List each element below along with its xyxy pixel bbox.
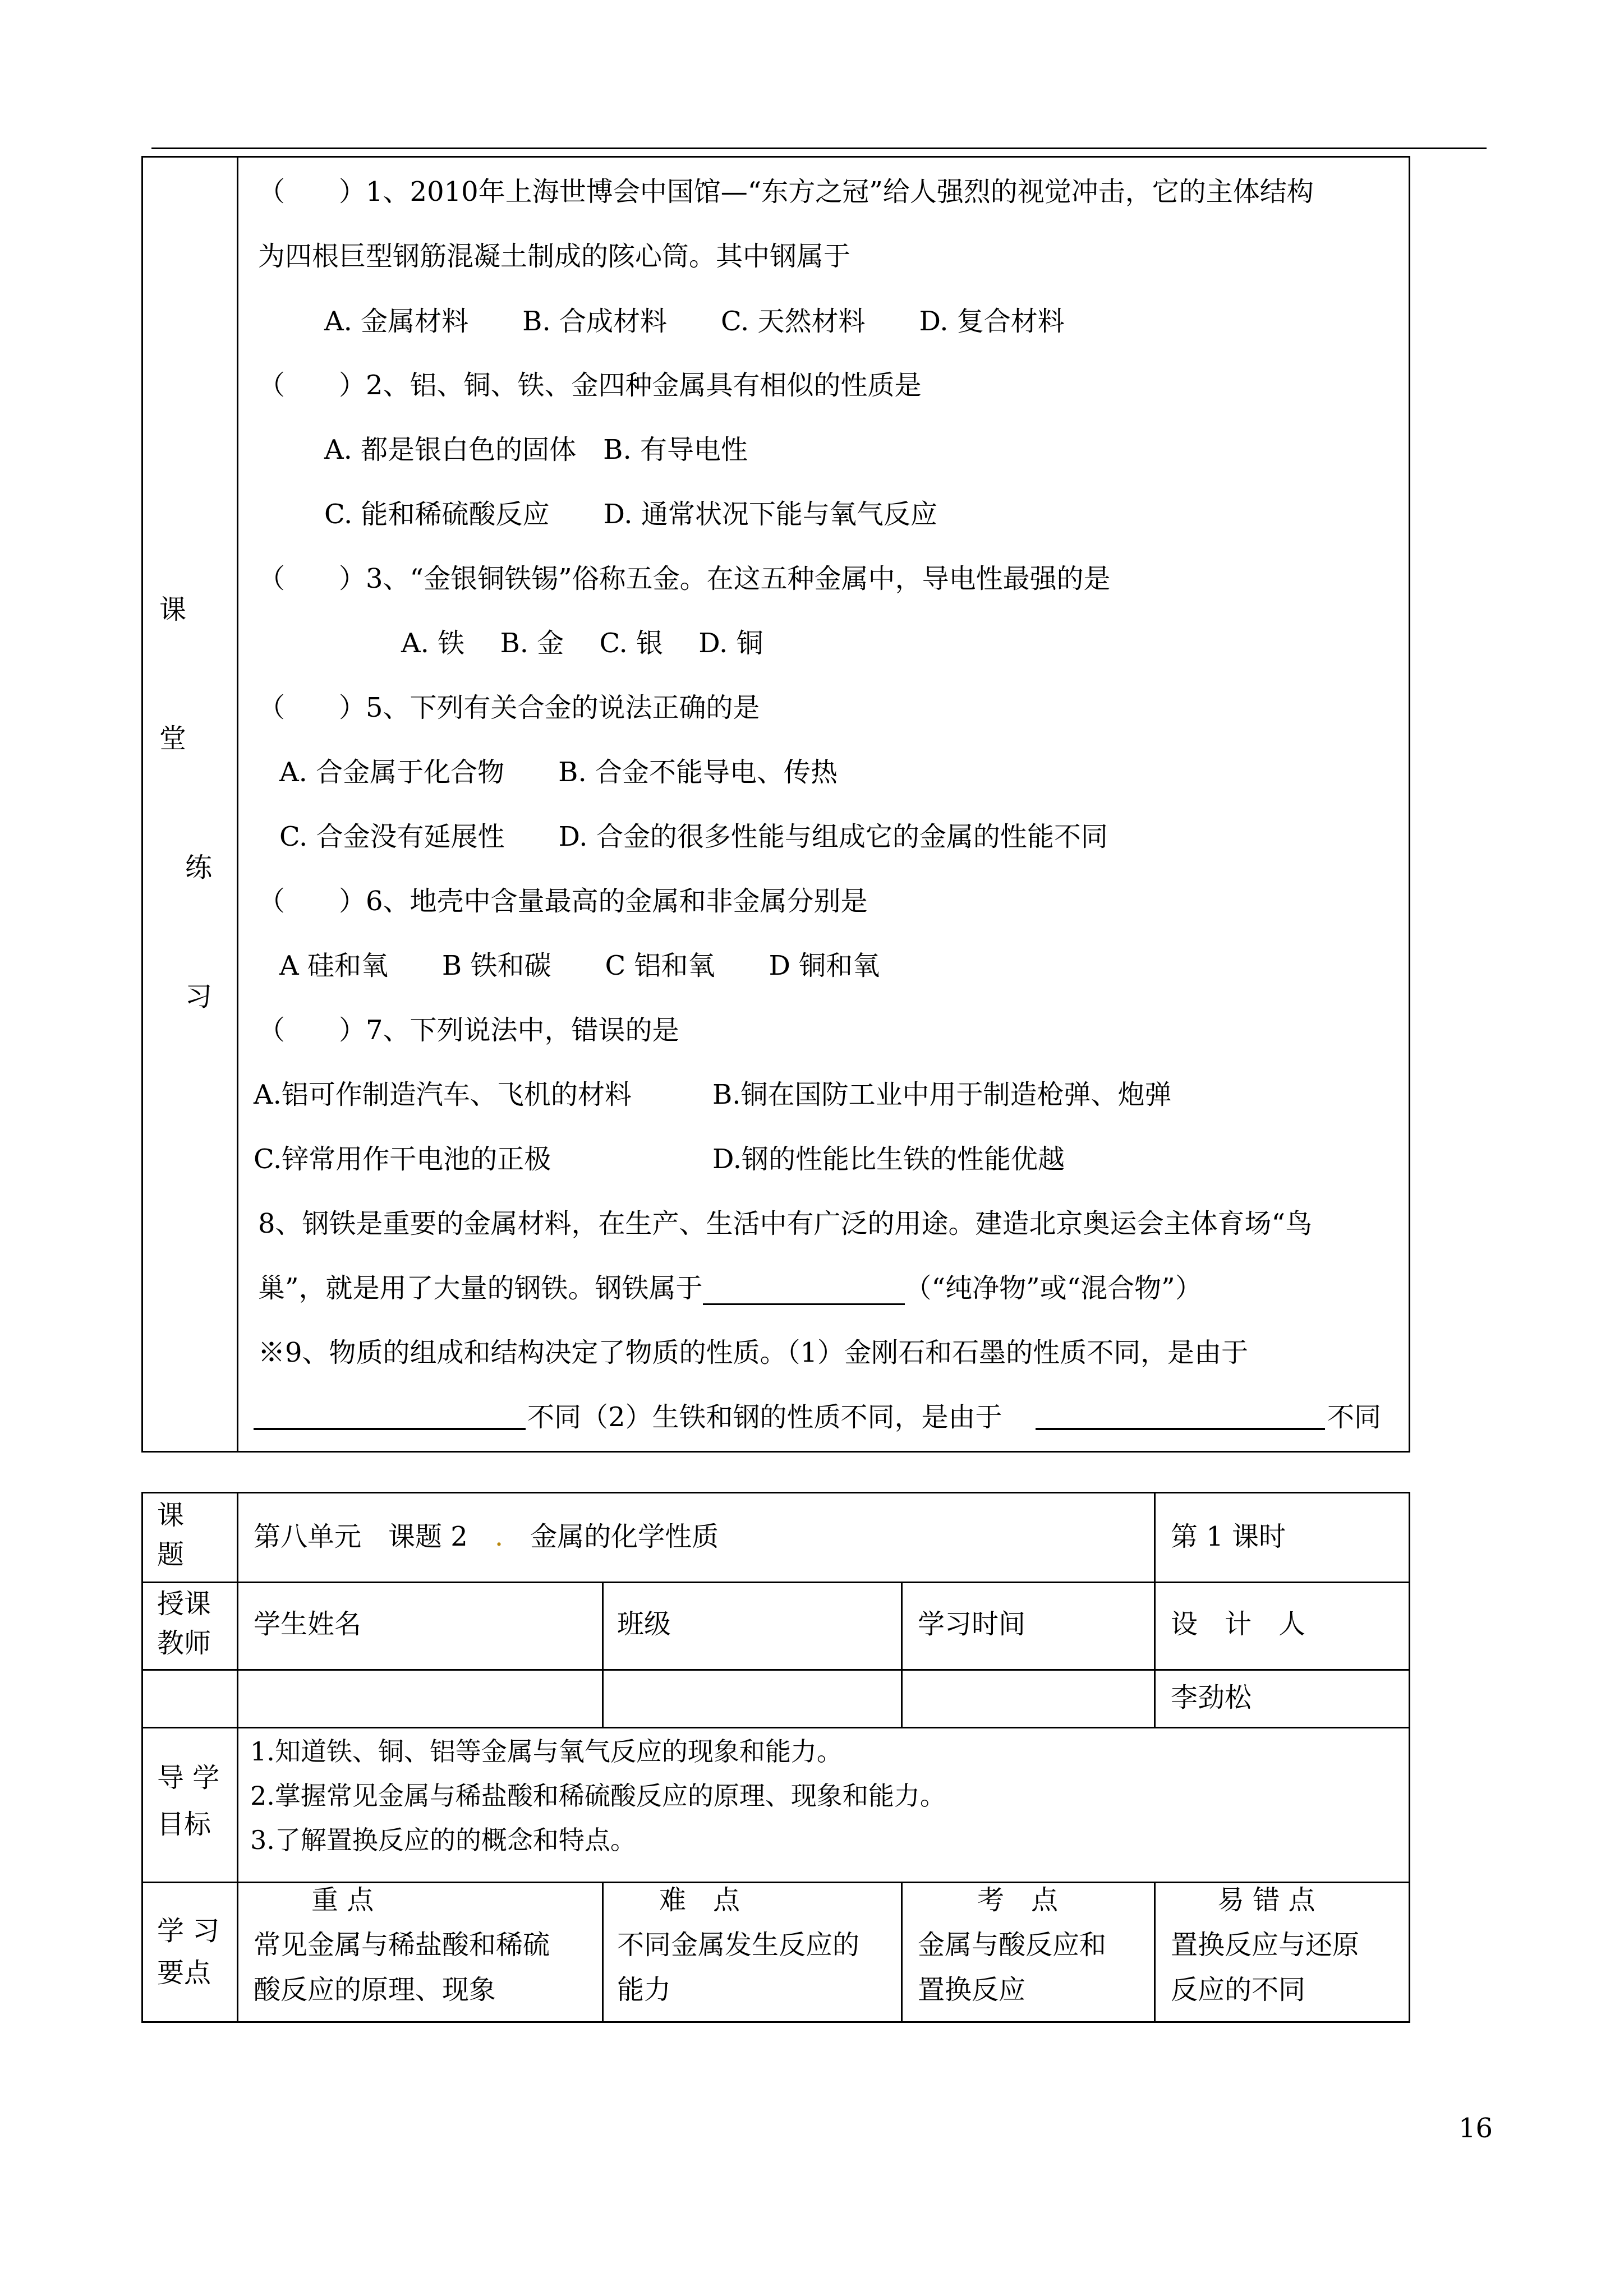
points-error-line-1: 置换反应与还原: [1171, 1929, 1360, 1961]
question-7-option-a: A.铝可作制造汽车、飞机的材料: [254, 1079, 632, 1110]
points-exam-line-1: 金属与酸反应和: [918, 1929, 1107, 1961]
points-difficult-line-1: 不同金属发生反应的: [617, 1929, 860, 1961]
question-5-line: （ ）5、下列有关合金的说法正确的是: [258, 692, 760, 723]
class-label: 班级: [617, 1608, 671, 1640]
student-name-label: 学生姓名: [254, 1608, 362, 1640]
practice-side-label-4: 习: [185, 981, 213, 1012]
question-8-line-2: [258, 1271, 1202, 1305]
question-9-middle-text: 不同（2）生铁和钢的性质不同，是由于: [527, 1401, 1002, 1433]
question-1-options: A. 金属材料 B. 合成材料 C. 天然材料 D. 复合材料: [324, 306, 1065, 337]
goal-3: 3.了解置换反应的的概念和特点。: [250, 1825, 636, 1855]
goal-2: 2.掌握常见金属与稀盐酸和稀硫酸反应的原理、现象和能力。: [250, 1781, 946, 1811]
teacher-label-2: 教师: [157, 1628, 211, 1659]
designer-name: 李劲松: [1171, 1682, 1252, 1713]
lesson-col-rule-2b: [602, 1882, 604, 2023]
goals-label-2: 目标: [157, 1809, 211, 1840]
practice-side-label-3: 练: [185, 852, 213, 883]
lesson-col-rule-3: [901, 1582, 903, 1727]
points-key-line-2: 酸反应的原理、现象: [254, 1974, 496, 2005]
points-key-line-1: 常见金属与稀盐酸和稀硫: [254, 1929, 550, 1961]
question-6-options: A 硅和氧 B 铁和碳 C 铝和氧 D 铜和氧: [279, 950, 880, 981]
question-5-options-ab: A. 合金属于化合物 B. 合金不能导电、传热: [279, 757, 838, 788]
question-3-options: A. 铁 B. 金 C. 银 D. 铜: [401, 628, 763, 659]
question-9-line-1: ※9、物质的组成和结构决定了物质的性质。（1）金刚石和石墨的性质不同，是由于: [258, 1337, 1249, 1368]
question-7-option-c: C.锌常用作干电池的正极: [254, 1144, 551, 1175]
teacher-label-1: 授课: [157, 1588, 211, 1620]
topic-label-2: 题: [157, 1539, 185, 1570]
points-label-1: 学 习: [157, 1915, 220, 1947]
question-3-line: （ ）3、“金银铜铁锡”俗称五金。在这五种金属中，导电性最强的是: [258, 563, 1111, 594]
question-1-line-1: （ ）1、2010年上海世博会中国馆—“东方之冠”给人强烈的视觉冲击，它的主体结构: [258, 176, 1314, 208]
practice-table: [141, 156, 1410, 1453]
points-difficult-line-2: 能力: [617, 1974, 671, 2005]
lesson-row-rule-3: [141, 1727, 1410, 1728]
practice-side-label-2: 堂: [159, 723, 187, 754]
topic-value: [254, 1520, 719, 1553]
question-9-answer-blank-1[interactable]: [254, 1428, 526, 1430]
lesson-col-rule-1: [237, 1492, 238, 2023]
page-number: 16: [1459, 2113, 1493, 2144]
question-7-option-b: B.铜在国防工业中用于制造枪弹、炮弹: [712, 1079, 1172, 1110]
question-8-text: 巢”，就是用了大量的钢铁。钢铁属于: [258, 1273, 703, 1304]
question-7-option-d: D.钢的性能比生铁的性能优越: [712, 1144, 1065, 1175]
topic-title: 金属的化学性质: [530, 1521, 719, 1552]
practice-side-label-1: 课: [159, 594, 187, 625]
lesson-row-rule-2: [141, 1669, 1410, 1671]
topic-unit: 第八单元 课题 2: [254, 1521, 468, 1552]
points-header-key: 重 点: [311, 1884, 374, 1916]
goals-label-1: 导 学: [157, 1762, 220, 1794]
question-2-options-cd: C. 能和稀硫酸反应 D. 通常状况下能与氧气反应: [324, 499, 937, 530]
lesson-row-rule-1: [141, 1582, 1410, 1583]
question-2-line: （ ）2、铝、铜、铁、金四种金属具有相似的性质是: [258, 370, 922, 401]
points-label-2: 要点: [157, 1957, 211, 1989]
question-5-options-cd: C. 合金没有延展性 D. 合金的很多性能与组成它的金属的性能不同: [279, 821, 1108, 852]
practice-divider: [237, 156, 238, 1453]
points-error-line-2: 反应的不同: [1171, 1974, 1306, 2005]
lesson-col-rule-2: [602, 1582, 604, 1727]
points-header-difficult: 难 点: [659, 1884, 740, 1916]
points-header-error: 易 错 点: [1217, 1884, 1315, 1916]
designer-label: 设 计 人: [1171, 1608, 1306, 1640]
question-2-options-ab: A. 都是银白色的固体 B. 有导电性: [324, 434, 748, 465]
question-7-line: （ ）7、下列说法中，错误的是: [258, 1015, 679, 1046]
points-header-exam: 考 点: [977, 1884, 1059, 1916]
question-1-line-2: 为四根巨型钢筋混凝土制成的陔心筒。其中钢属于: [258, 241, 851, 272]
question-8-hint: （“纯净物”或“混合物”）: [904, 1273, 1202, 1304]
study-time-label: 学习时间: [918, 1608, 1026, 1640]
lesson-col-rule-4: [1154, 1492, 1156, 1727]
lesson-col-rule-3b: [901, 1882, 903, 2023]
question-9-end-text: 不同: [1327, 1401, 1382, 1433]
header-rule: [151, 147, 1487, 149]
goal-1: 1.知道铁、铜、铝等金属与氧气反应的现象和能力。: [250, 1736, 843, 1767]
question-6-line: （ ）6、地壳中含量最高的金属和非金属分别是: [258, 886, 868, 917]
question-8-answer-blank[interactable]: [703, 1279, 905, 1305]
topic-label-1: 课: [157, 1500, 185, 1531]
lesson-col-rule-4b: [1154, 1882, 1156, 2023]
question-8-line-1: 8、钢铁是重要的金属材料，在生产、生活中有广泛的用途。建造北京奥运会主体育场“鸟: [258, 1208, 1313, 1239]
question-9-answer-blank-2[interactable]: [1036, 1428, 1325, 1430]
period: 第 1 课时: [1171, 1521, 1286, 1552]
topic-dot: .: [494, 1521, 504, 1552]
points-exam-line-2: 置换反应: [918, 1974, 1026, 2005]
